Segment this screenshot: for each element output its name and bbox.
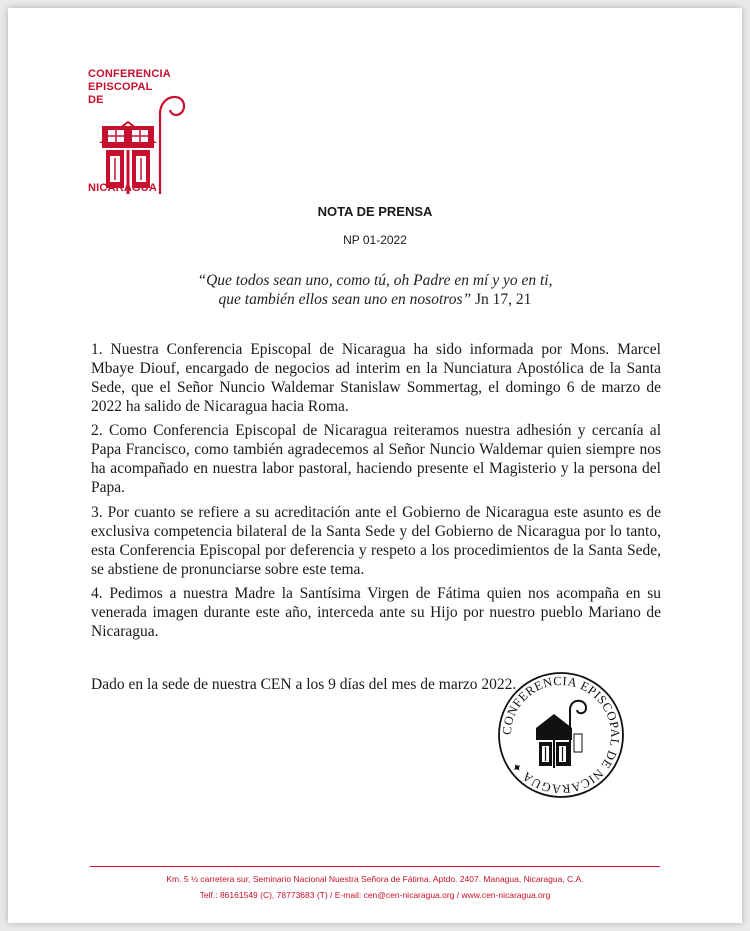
episcopal-seal-stamp — [496, 670, 626, 800]
footer-divider — [90, 866, 660, 867]
footer-address: Km. 5 ½ carretera sur, Seminario Nacional Nuestra Señora de Fátima. Aptdo. 2407. Managua, Nicaragua, C.A. — [166, 874, 584, 884]
quote-line-2 — [0, 290, 750, 309]
paragraph-2: 2. Como Conferencia Episcopal de Nicaragua reiteramos nuestra adhesión y cercanía al Papa Francisco, como también agradecemos al Señor Nuncio Waldemar quien siempre nos ha acompañado en nuestra labor pastoral, haciendo presente el Magisterio y la persona del Papa. — [91, 422, 661, 496]
seal-mitre-icon — [536, 701, 586, 768]
quote-reference: Jn 17, 21 — [475, 291, 532, 308]
closing-line: Dado en la sede de nuestra CEN a los 9 días del mes de marzo 2022. — [91, 676, 517, 693]
paragraph-1: 1. Nuestra Conferencia Episcopal de Nicaragua ha sido informada por Mons. Marcel Mbaye Diouf, encargado de negocios ad interim en la Nunciatura Apostólica de la Santa Sede, que el Señor Nuncio Waldemar Stanislaw Sommertag, el domingo 6 de marzo de 2022 ha salido de Nicaragua hacia Roma. — [91, 341, 661, 415]
scripture-quote — [0, 271, 750, 309]
logo-text-line1: CONFERENCIA — [88, 68, 171, 80]
logo-text-line3: DE — [88, 94, 104, 106]
logo-text-line2: EPISCOPAL — [88, 81, 153, 93]
seal-text: CONFERENCIA EPISCOPAL DE NICARAGUA ✦ — [499, 673, 623, 797]
logo-text-line4: NICARAGUA — [88, 182, 158, 194]
document-title: NOTA DE PRENSA — [317, 204, 433, 219]
footer-contact: Telf.: 86161549 (C), 78773683 (T) / E-mail: cen@cen-nicaragua.org / www.cen-nicaragua.org — [199, 890, 551, 900]
quote-line-1: “Que todos sean uno, como tú, oh Padre en mí y yo en ti, — [197, 272, 553, 289]
quote-line-2-text: que también ellos sean uno en nosotros” — [218, 291, 472, 308]
document-number: NP 01-2022 — [343, 233, 407, 247]
cen-logo — [88, 64, 198, 204]
paragraph-3: 3. Por cuanto se refiere a su acreditación ante el Gobierno de Nicaragua este asunto es de exclusiva competencia bilateral de la Santa Sede y del Gobierno de Nicaragua por lo tanto, esta Conferencia Episcopal por deferencia y respeto a los procedimientos de la Santa Sede, se abstiene de pronunciarse sobre este tema. — [91, 504, 661, 578]
paragraph-4: 4. Pedimos a nuestra Madre la Santísima Virgen de Fátima quien nos acompaña en su venerada imagen durante este año, interceda ante su Hijo por nuestro pueblo Mariano de Nicaragua. — [91, 585, 661, 640]
